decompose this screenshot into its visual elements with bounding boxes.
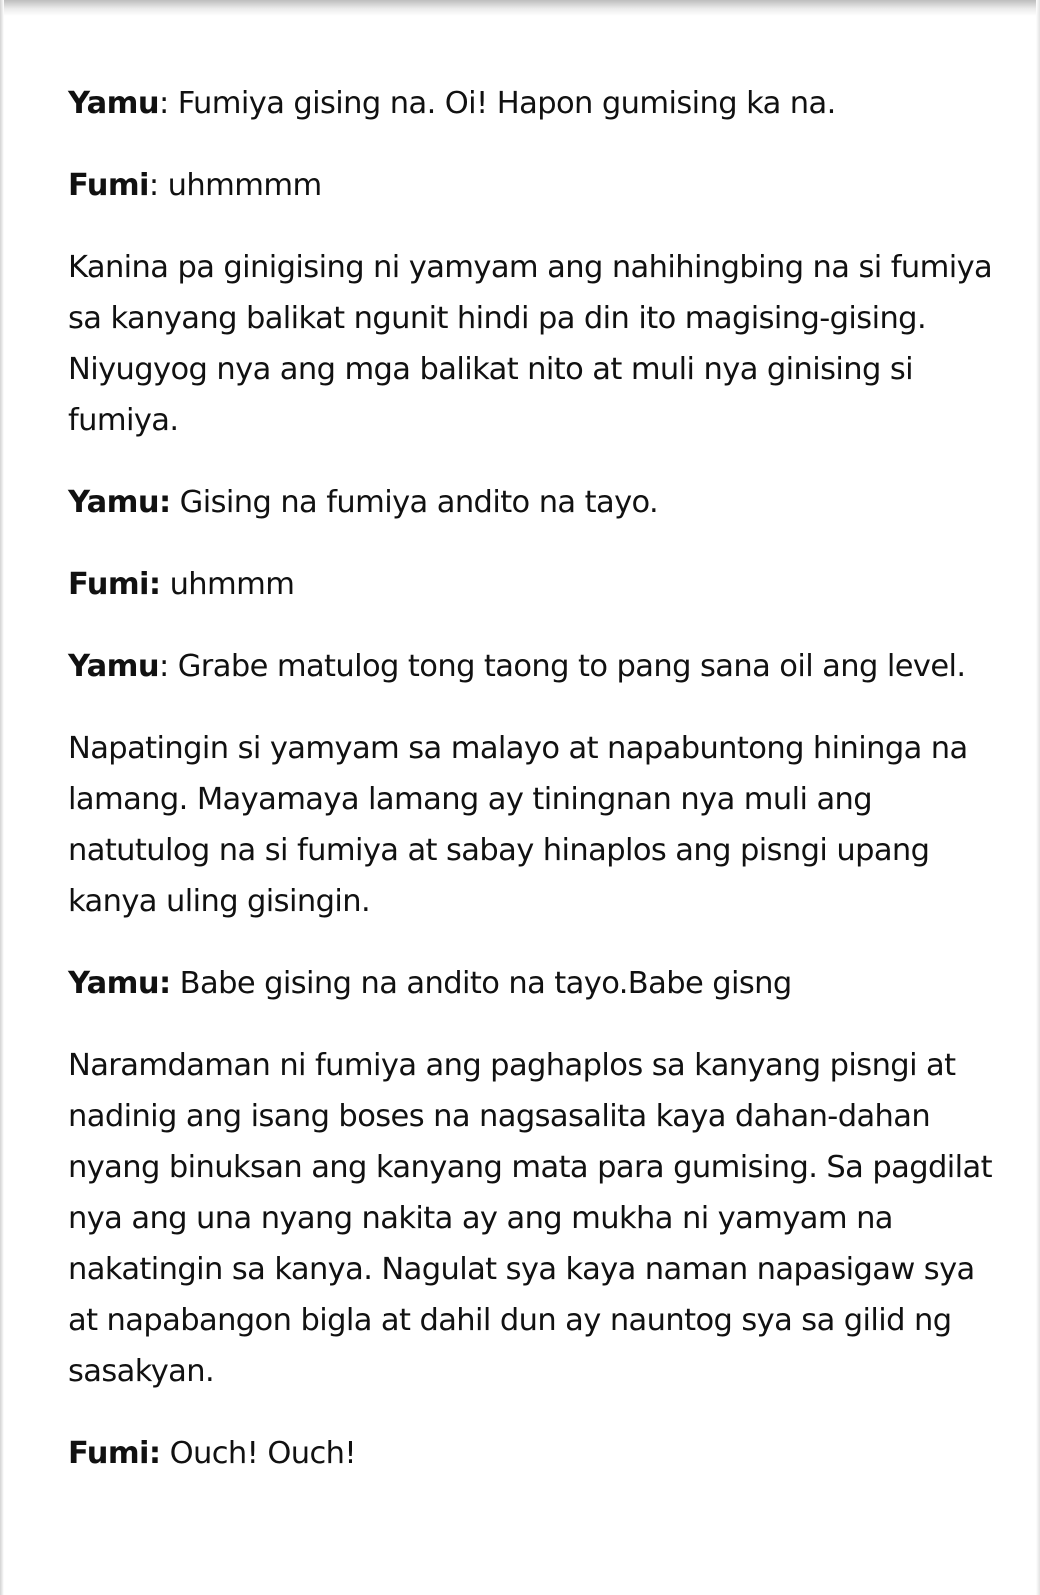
narration-paragraph: [68, 1040, 1003, 1397]
speaker-separator: :: [158, 86, 178, 121]
dialogue-line: [68, 160, 1003, 211]
narration-paragraph: [68, 723, 1003, 927]
dialogue-text: Babe gising na andito na tayo.Babe gisng: [179, 966, 792, 1001]
speaker-separator: :: [158, 649, 178, 684]
dialogue-text: Ouch! Ouch!: [169, 1436, 357, 1471]
narration-text: Naramdaman ni fumiya ang paghaplos sa kanyang pisngi at nadinig ang isang boses na nagsasalita kaya dahan-dahan nyang binuksan ang kanyang mata para gumising. Sa pagdilat nya ang una nyang nakita ay ang mukha ni yamyam na nakatingin sa kanya. Nagulat sya kaya naman napasigaw sya at napabangon bigla at dahil dun ay nauntog sya sa gilid ng sasakyan.: [68, 1048, 1002, 1389]
document-page: [68, 78, 1003, 1510]
speaker-name: Fumi:: [68, 567, 161, 602]
dialogue-line: [68, 78, 1003, 129]
top-shadow: [0, 0, 1040, 16]
dialogue-line: [68, 958, 1003, 1009]
right-page-edge: [1036, 0, 1040, 1595]
dialogue-text: Fumiya gising na. Oi! Hapon gumising ka na.: [177, 86, 836, 121]
speaker-separator: [171, 966, 180, 1001]
speaker-name: Yamu: [68, 649, 159, 684]
left-page-edge: [0, 0, 4, 1595]
dialogue-text: Grabe matulog tong taong to pang sana oil ang level.: [177, 649, 966, 684]
speaker-name: Yamu:: [68, 966, 171, 1001]
speaker-separator: [160, 1436, 169, 1471]
speaker-separator: :: [148, 168, 168, 203]
dialogue-line: [68, 1428, 1003, 1479]
dialogue-line: [68, 559, 1003, 610]
narration-paragraph: [68, 242, 1003, 446]
speaker-name: Fumi:: [68, 1436, 161, 1471]
dialogue-line: [68, 477, 1003, 528]
speaker-separator: [171, 485, 180, 520]
speaker-name: Fumi: [68, 168, 149, 203]
dialogue-text: Gising na fumiya andito na tayo.: [179, 485, 659, 520]
speaker-name: Yamu:: [68, 485, 171, 520]
dialogue-text: uhmmmm: [167, 168, 322, 203]
speaker-name: Yamu: [68, 86, 159, 121]
speaker-separator: [160, 567, 169, 602]
dialogue-text: uhmmm: [169, 567, 295, 602]
dialogue-line: [68, 641, 1003, 692]
narration-text: Napatingin si yamyam sa malayo at napabuntong hininga na lamang. Mayamaya lamang ay tiningnan nya muli ang natutulog na si fumiya at sabay hinaplos ang pisngi upang kanya uling gisingin.: [68, 731, 968, 919]
narration-text: Kanina pa ginigising ni yamyam ang nahihingbing na si fumiya sa kanyang balikat ngunit hindi pa din ito magising-gising. Niyugyog nya ang mga balikat nito at muli nya ginising si fumiya.: [68, 250, 993, 438]
